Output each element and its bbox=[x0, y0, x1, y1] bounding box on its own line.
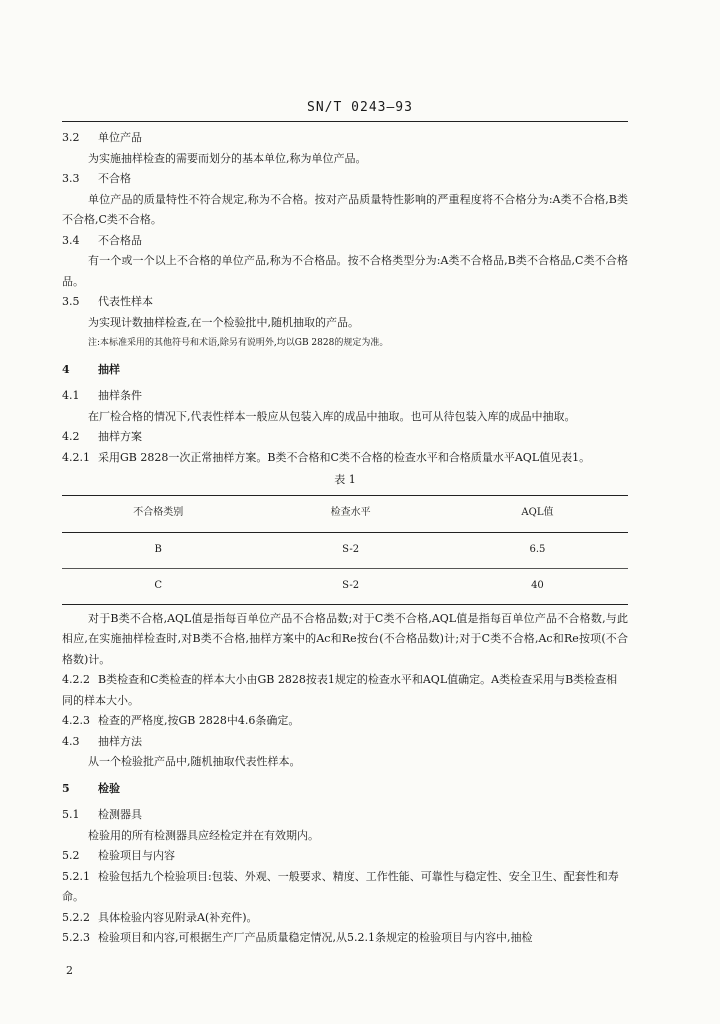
heading-title: 不合格 bbox=[98, 172, 131, 185]
clause-number: 4.2.1 bbox=[62, 450, 90, 464]
header-rule bbox=[62, 121, 628, 122]
heading-title: 抽样条件 bbox=[98, 389, 142, 402]
clause-number: 4.2.3 bbox=[62, 714, 90, 727]
heading-4-2 bbox=[62, 427, 628, 448]
document-body bbox=[62, 128, 628, 949]
clause-text: 检验包括九个检验项目:包装、外观、一般要求、精度、工作性能、可靠性与稳定性、安全卫生、配套性和寿命。 bbox=[62, 869, 619, 903]
table-row bbox=[62, 532, 628, 568]
heading-number: 3.3 bbox=[62, 172, 80, 185]
table-cell: S-2 bbox=[254, 532, 446, 568]
paragraph-5-2-2 bbox=[62, 908, 628, 929]
table-cell: 40 bbox=[447, 568, 628, 604]
clause-text: 具体检验内容见附录A(补充件)。 bbox=[98, 910, 258, 924]
heading-number: 3.2 bbox=[62, 131, 80, 144]
heading-number: 4 bbox=[62, 362, 70, 376]
heading-number: 3.5 bbox=[62, 295, 80, 308]
paragraph-after-table: 对于B类不合格,AQL值是指每百单位产品不合格品数;对于C类不合格,AQL值是指每百单位产品不合格数,与此相应,在实施抽样检查时,对B类不合格,抽样方案中的Ac和Re按台(不合格品数)计;对于C类不合格,Ac和Re按项(不合格数)计。 bbox=[62, 611, 628, 666]
paragraph-4-2-3 bbox=[62, 711, 628, 732]
heading-5-1 bbox=[62, 805, 628, 826]
clause-number: 5.2.3 bbox=[62, 931, 90, 944]
heading-3-2 bbox=[62, 128, 628, 149]
table-header-cell: AQL值 bbox=[447, 495, 628, 532]
heading-3-4 bbox=[62, 231, 628, 252]
paragraph-4-2-1 bbox=[62, 448, 628, 469]
heading-4 bbox=[62, 360, 628, 381]
table-header-row bbox=[62, 495, 628, 532]
heading-title: 检测器具 bbox=[98, 808, 142, 821]
heading-number: 4.2 bbox=[62, 430, 80, 443]
paragraph-5-2-3 bbox=[62, 928, 628, 949]
paragraph-5-2-1 bbox=[62, 867, 628, 908]
heading-5 bbox=[62, 779, 628, 800]
table-cell: B bbox=[62, 532, 254, 568]
heading-number: 3.4 bbox=[62, 233, 80, 247]
standard-code-header: SN/T 0243—93 bbox=[307, 100, 413, 115]
paragraph-3-3: 单位产品的质量特性不符合规定,称为不合格。按对产品质量特性影响的严重程度将不合格分为:A类不合格,B类不合格,C类不合格。 bbox=[62, 192, 628, 226]
paragraph-5-1: 检验用的所有检测器具应经检定并在有效期内。 bbox=[88, 828, 319, 842]
table-header-cell: 检查水平 bbox=[254, 495, 446, 532]
heading-3-5 bbox=[62, 292, 628, 313]
heading-4-1 bbox=[62, 386, 628, 407]
paragraph-4-3: 从一个检验批产品中,随机抽取代表性样本。 bbox=[88, 755, 301, 768]
paragraph-4-1: 在厂检合格的情况下,代表性样本一般应从包装入库的成品中抽取。也可从待包装入库的成品中抽取。 bbox=[88, 409, 576, 423]
table-cell: C bbox=[62, 568, 254, 604]
heading-title: 检验项目与内容 bbox=[98, 849, 175, 862]
heading-title: 抽样方法 bbox=[98, 734, 142, 748]
table-cell: 6.5 bbox=[447, 532, 628, 568]
heading-title: 抽样方案 bbox=[98, 430, 142, 443]
heading-5-2 bbox=[62, 846, 628, 867]
clause-text: 检查的严格度,按GB 2828中4.6条确定。 bbox=[98, 714, 300, 727]
table-row bbox=[62, 568, 628, 604]
clause-text: 检验项目和内容,可根据生产厂产品质量稳定情况,从5.2.1条规定的检验项目与内容中,抽检 bbox=[98, 931, 533, 944]
heading-title: 检验 bbox=[98, 781, 120, 795]
heading-number: 5.2 bbox=[62, 849, 80, 862]
heading-number: 5.1 bbox=[62, 808, 80, 821]
paragraph-3-4: 有一个或一个以上不合格的单位产品,称为不合格品。按不合格类型分为:A类不合格品,B类不合格品,C类不合格品。 bbox=[62, 254, 628, 288]
clause-text: B类检查和C类检查的样本大小由GB 2828按表1规定的检查水平和AQL值确定。A类检查采用与B类检查相同的样本大小。 bbox=[62, 673, 618, 707]
heading-number: 4.1 bbox=[62, 389, 80, 402]
clause-number: 5.2.1 bbox=[62, 869, 90, 883]
heading-number: 5 bbox=[62, 781, 70, 795]
heading-3-3 bbox=[62, 169, 628, 190]
paragraph-3-2: 为实施抽样检查的需要而划分的基本单位,称为单位产品。 bbox=[88, 151, 367, 165]
aql-table bbox=[62, 495, 628, 605]
heading-title: 抽样 bbox=[98, 362, 120, 376]
paragraph-4-2-2 bbox=[62, 670, 628, 711]
clause-number: 5.2.2 bbox=[62, 910, 90, 924]
page-number: 2 bbox=[66, 964, 73, 977]
table-header-cell: 不合格类别 bbox=[62, 495, 254, 532]
note-3-5: 注:本标准采用的其他符号和术语,除另有说明外,均以GB 2828的规定为准。 bbox=[88, 338, 389, 348]
heading-title: 代表性样本 bbox=[98, 295, 153, 308]
table-caption: 表 1 bbox=[334, 473, 356, 486]
clause-number: 4.2.2 bbox=[62, 673, 90, 686]
clause-text: 采用GB 2828一次正常抽样方案。B类不合格和C类不合格的检查水平和合格质量水平AQL值见表1。 bbox=[98, 450, 591, 464]
heading-title: 不合格品 bbox=[98, 233, 142, 247]
table-cell: S-2 bbox=[254, 568, 446, 604]
paragraph-3-5: 为实现计数抽样检查,在一个检验批中,随机抽取的产品。 bbox=[88, 315, 359, 329]
heading-number: 4.3 bbox=[62, 734, 80, 748]
heading-title: 单位产品 bbox=[98, 131, 142, 144]
heading-4-3 bbox=[62, 732, 628, 753]
